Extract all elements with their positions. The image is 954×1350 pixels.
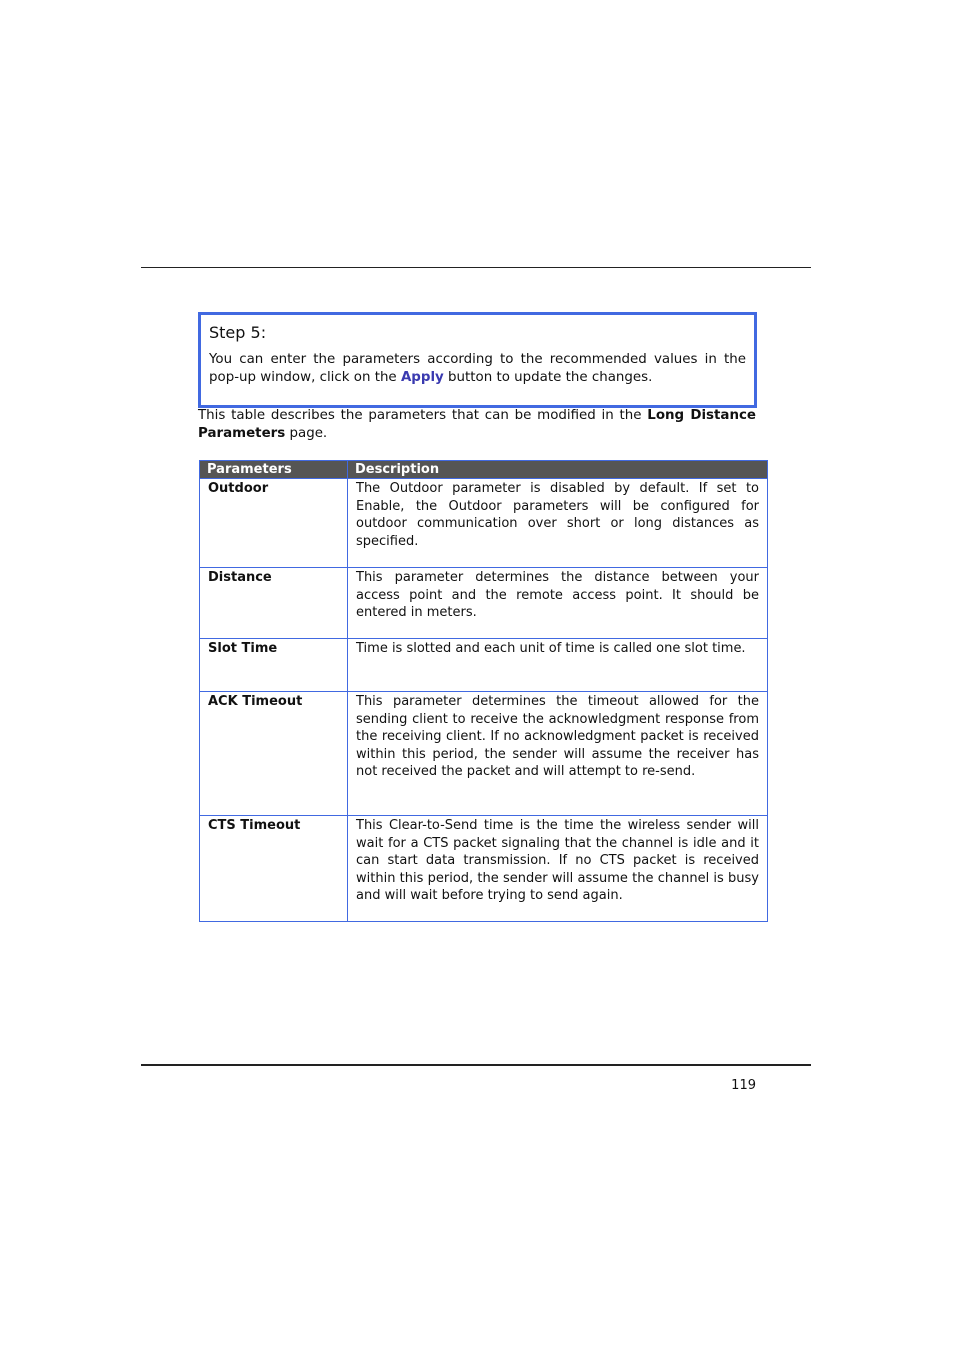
param-desc-slot-time: Time is slotted and each unit of time is called one slot time. [348,639,768,692]
footer-rule [141,1064,811,1066]
step-text-before: You can enter the parameters according to the recommended values in the pop-up window, click on the [209,352,746,385]
page-number: 119 [731,1078,756,1093]
param-desc-cts-timeout: This Clear-to-Send time is the time the wireless sender will wait for a CTS packet signaling that the channel is idle and it can start data transmission. If no CTS packet is received within this period, the sender will assume the channel is busy and will wait before trying to send again. [348,816,768,922]
param-desc-ack-timeout: This parameter determines the timeout allowed for the sending client to receive the acknowledgment response from the receiving client. If no acknowledgment packet is received within this period, the sender will assume the receiver has not received the packet and will attempt to re-send. [348,692,768,816]
intro-text-before: This table describes the parameters that can be modified in the [198,408,648,423]
apply-button-reference: Apply [400,370,444,385]
table-row [200,479,768,568]
param-name-distance: Distance [200,568,348,639]
table-header-row [200,461,768,479]
table-row [200,816,768,922]
header-parameters: Parameters [200,461,348,479]
intro-page-name: Long Distance Parameters [198,408,756,441]
table-row [200,692,768,816]
param-desc-distance: This parameter determines the distance between your access point and the remote access point. It should be entered in meters. [348,568,768,639]
step-text [209,351,746,387]
table-row [200,568,768,639]
header-rule [141,267,811,268]
param-name-ack-timeout: ACK Timeout [200,692,348,816]
param-desc-outdoor: The Outdoor parameter is disabled by default. If set to Enable, the Outdoor parameters will be configured for outdoor communication over short or long distances as specified. [348,479,768,568]
header-description: Description [348,461,768,479]
param-name-outdoor: Outdoor [200,479,348,568]
table-row [200,639,768,692]
param-name-slot-time: Slot Time [200,639,348,692]
parameters-table [199,460,768,922]
intro-text-after: page. [285,426,328,441]
param-name-cts-timeout: CTS Timeout [200,816,348,922]
intro-paragraph [198,407,756,443]
step-title: Step 5: [209,323,267,342]
step-callout-box [198,312,757,408]
step-text-after: button to update the changes. [443,370,653,385]
